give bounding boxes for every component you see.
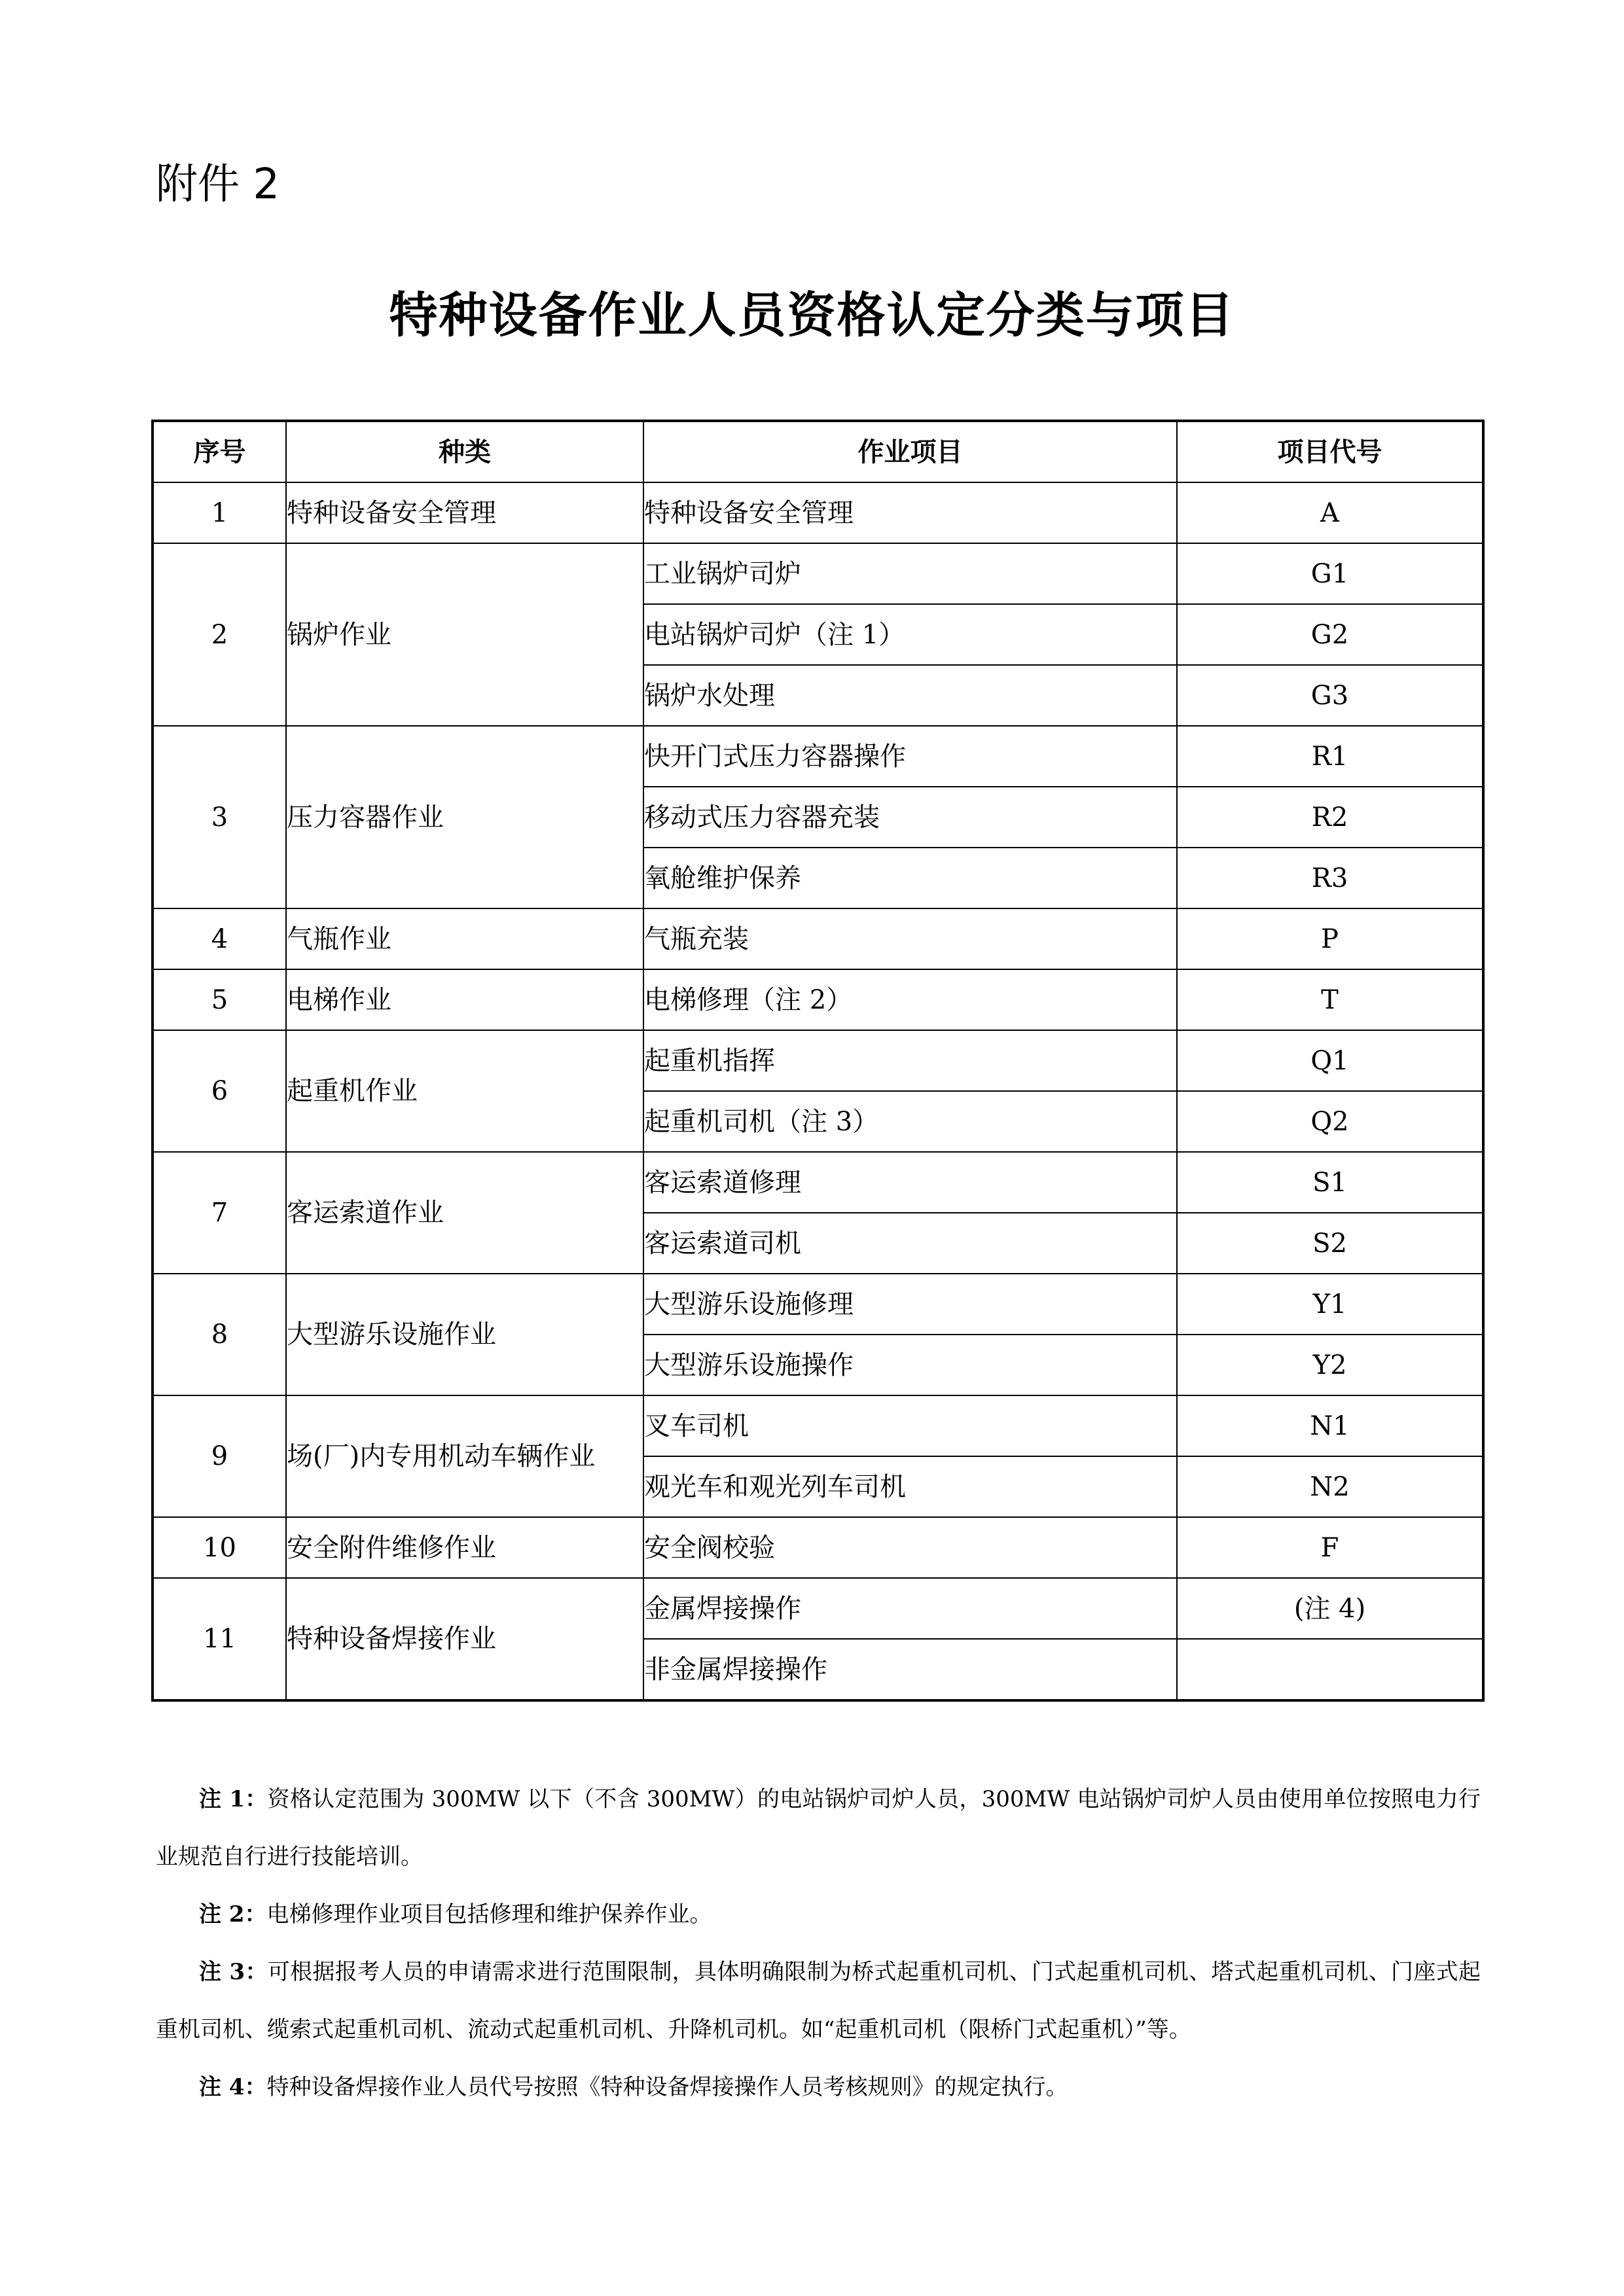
- code-cell: T: [1177, 969, 1483, 1030]
- item-cell: 观光车和观光列车司机: [643, 1456, 1177, 1517]
- item-cell: 大型游乐设施修理: [643, 1274, 1177, 1335]
- code-cell: F: [1177, 1517, 1483, 1578]
- code-cell: N2: [1177, 1456, 1483, 1517]
- item-cell: 工业锅炉司炉: [643, 543, 1177, 604]
- row-number: 8: [153, 1274, 286, 1395]
- category-cell: 大型游乐设施作业: [286, 1274, 643, 1395]
- header-item: 作业项目: [643, 421, 1177, 482]
- note-4: [156, 2058, 1481, 2116]
- qualification-table: [151, 420, 1485, 1702]
- note-label: 注 2：: [199, 1901, 267, 1928]
- code-cell: N1: [1177, 1395, 1483, 1456]
- header-category: 种类: [286, 421, 643, 482]
- item-cell: 非金属焊接操作: [643, 1639, 1177, 1700]
- note-label: 注 3：: [199, 1959, 268, 1985]
- row-number: 5: [153, 969, 286, 1030]
- item-cell: 起重机指挥: [643, 1030, 1177, 1091]
- category-cell: 电梯作业: [286, 969, 643, 1030]
- item-cell: 金属焊接操作: [643, 1578, 1177, 1639]
- table-row: [153, 1578, 1483, 1639]
- attachment-label: 附件 2: [156, 160, 280, 209]
- item-cell: 快开门式压力容器操作: [643, 726, 1177, 787]
- table-row: [153, 969, 1483, 1030]
- row-number: 4: [153, 908, 286, 969]
- header-code: 项目代号: [1177, 421, 1483, 482]
- note-1: [156, 1770, 1481, 1886]
- category-cell: 锅炉作业: [286, 543, 643, 726]
- table-row: [153, 1030, 1483, 1091]
- row-number: 9: [153, 1395, 286, 1517]
- row-number: 3: [153, 726, 286, 908]
- table-row: [153, 908, 1483, 969]
- note-text: 特种设备焊接作业人员代号按照《特种设备焊接操作人员考核规则》的规定执行。: [266, 2074, 1068, 2100]
- note-text: 电梯修理作业项目包括修理和维护保养作业。: [266, 1901, 712, 1928]
- table-row: [153, 1152, 1483, 1213]
- category-cell: 场(厂)内专用机动车辆作业: [286, 1395, 643, 1517]
- note-2: [156, 1886, 1481, 1943]
- item-cell: 移动式压力容器充装: [643, 787, 1177, 848]
- table-row: [153, 726, 1483, 787]
- code-cell: G2: [1177, 604, 1483, 665]
- code-cell: (注 4): [1177, 1578, 1483, 1639]
- note-label: 注 1：: [199, 1786, 268, 1812]
- page-title: 特种设备作业人员资格认定分类与项目: [389, 287, 1235, 344]
- code-cell: Y1: [1177, 1274, 1483, 1335]
- code-cell: P: [1177, 908, 1483, 969]
- item-cell: 气瓶充装: [643, 908, 1177, 969]
- item-cell: 电站锅炉司炉（注 1）: [643, 604, 1177, 665]
- row-number: 10: [153, 1517, 286, 1578]
- code-cell: G3: [1177, 665, 1483, 726]
- item-cell: 大型游乐设施操作: [643, 1335, 1177, 1395]
- category-cell: 特种设备安全管理: [286, 482, 643, 543]
- category-cell: 压力容器作业: [286, 726, 643, 908]
- item-cell: 客运索道司机: [643, 1213, 1177, 1274]
- row-number: 6: [153, 1030, 286, 1152]
- item-cell: 特种设备安全管理: [643, 482, 1177, 543]
- item-cell: 客运索道修理: [643, 1152, 1177, 1213]
- category-cell: 特种设备焊接作业: [286, 1578, 643, 1700]
- item-cell: 起重机司机（注 3）: [643, 1091, 1177, 1152]
- note-text: 资格认定范围为 300MW 以下（不含 300MW）的电站锅炉司炉人员，300MW 电站锅炉司炉人员由使用单位按照电力行业规范自行进行技能培训。: [156, 1786, 1481, 1870]
- table-row: [153, 1395, 1483, 1456]
- table-row: [153, 482, 1483, 543]
- code-cell: R3: [1177, 848, 1483, 908]
- item-cell: 锅炉水处理: [643, 665, 1177, 726]
- item-cell: 叉车司机: [643, 1395, 1177, 1456]
- code-cell: S2: [1177, 1213, 1483, 1274]
- note-label: 注 4：: [199, 2074, 267, 2100]
- note-3: [156, 1943, 1481, 2058]
- category-cell: 安全附件维修作业: [286, 1517, 643, 1578]
- code-cell: A: [1177, 482, 1483, 543]
- item-cell: 电梯修理（注 2）: [643, 969, 1177, 1030]
- row-number: 11: [153, 1578, 286, 1700]
- table-row: [153, 1517, 1483, 1578]
- category-cell: 气瓶作业: [286, 908, 643, 969]
- table-row: [153, 543, 1483, 604]
- code-cell: Y2: [1177, 1335, 1483, 1395]
- code-cell: R1: [1177, 726, 1483, 787]
- code-cell: S1: [1177, 1152, 1483, 1213]
- item-cell: 安全阀校验: [643, 1517, 1177, 1578]
- code-cell: Q1: [1177, 1030, 1483, 1091]
- code-cell: R2: [1177, 787, 1483, 848]
- category-cell: 客运索道作业: [286, 1152, 643, 1274]
- row-number: 1: [153, 482, 286, 543]
- note-text: 可根据报考人员的申请需求进行范围限制，具体明确限制为桥式起重机司机、门式起重机司机、塔式起重机司机、门座式起重机司机、缆索式起重机司机、流动式起重机司机、升降机司机。如“起重机司机（限桥门式起重机）”等。: [156, 1959, 1481, 2043]
- table-row: [153, 1274, 1483, 1335]
- header-no: 序号: [153, 421, 286, 482]
- row-number: 2: [153, 543, 286, 726]
- notes-section: [156, 1770, 1481, 2116]
- category-cell: 起重机作业: [286, 1030, 643, 1152]
- item-cell: 氧舱维护保养: [643, 848, 1177, 908]
- code-cell: [1177, 1639, 1483, 1700]
- table-body: [153, 482, 1483, 1700]
- row-number: 7: [153, 1152, 286, 1274]
- table-header-row: [153, 421, 1483, 482]
- code-cell: G1: [1177, 543, 1483, 604]
- code-cell: Q2: [1177, 1091, 1483, 1152]
